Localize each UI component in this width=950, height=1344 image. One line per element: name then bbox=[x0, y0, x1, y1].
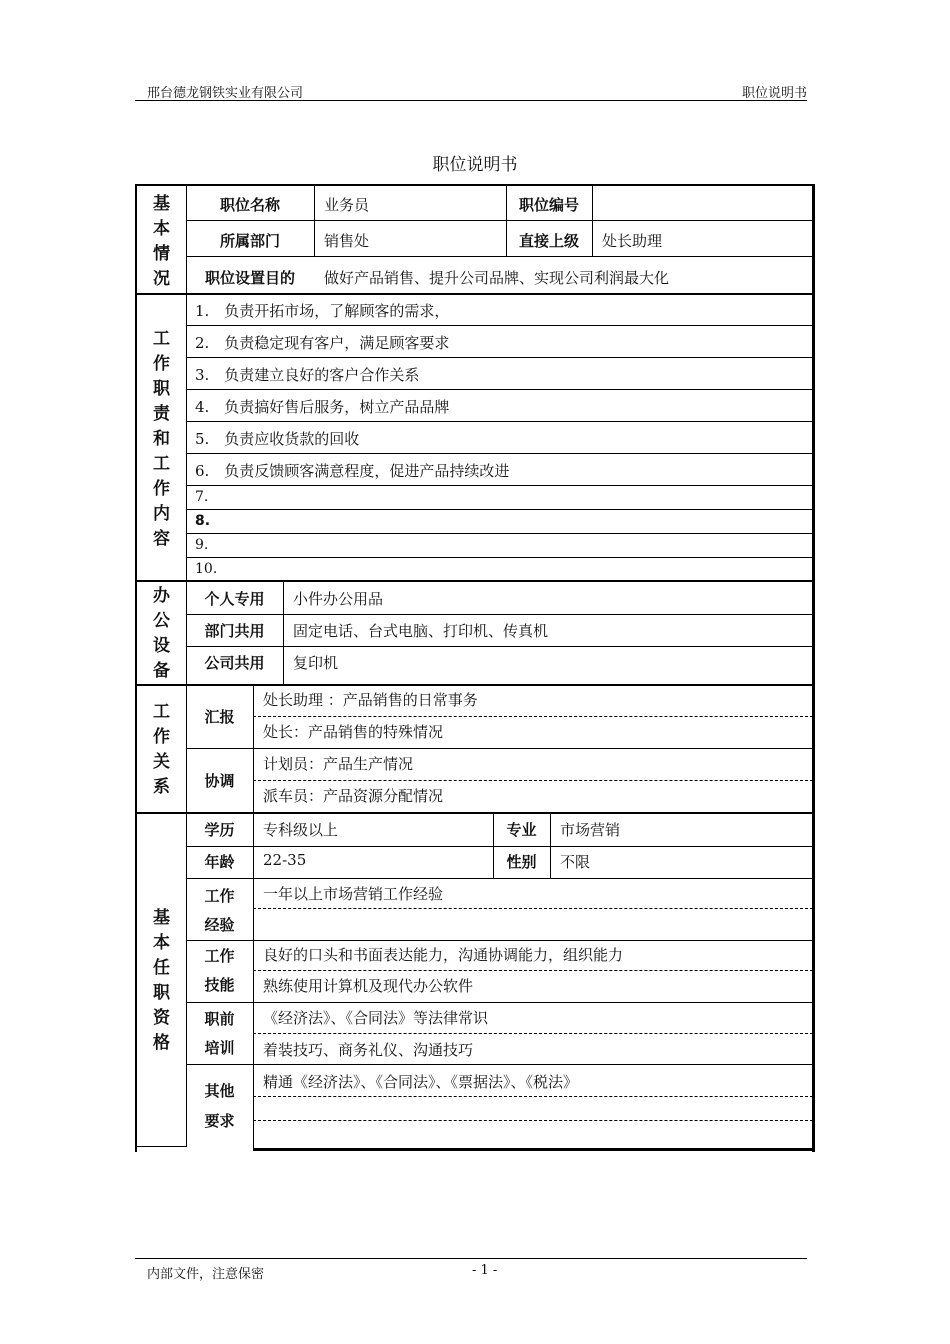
duty-item: 7. bbox=[195, 489, 209, 505]
training-line: 《经济法》、《合同法》等法律常识 bbox=[263, 1009, 489, 1027]
duty-item: 2. 负责稳定现有客户，满足顾客要求 bbox=[195, 334, 450, 352]
age-label: 年龄 bbox=[204, 853, 235, 871]
page-title: 职位说明书 bbox=[432, 155, 518, 175]
duty-item: 3. 负责建立良好的客户合作关系 bbox=[195, 366, 420, 384]
report-label: 汇报 bbox=[204, 708, 235, 726]
purpose-label: 职位设置目的 bbox=[204, 269, 295, 287]
skills-line: 良好的口头和书面表达能力，沟通协调能力，组织能力 bbox=[263, 946, 624, 964]
company-equipment-label: 公司共用 bbox=[204, 654, 265, 672]
age-value: 22-35 bbox=[263, 851, 307, 869]
footer-note: 内部文件，注意保密 bbox=[147, 1267, 265, 1282]
company-equipment-value: 复印机 bbox=[293, 654, 339, 672]
duty-item: 9. bbox=[195, 537, 209, 553]
duty-item: 4. 负责搞好售后服务，树立产品品牌 bbox=[195, 398, 450, 416]
position-name-value: 业务员 bbox=[324, 196, 370, 214]
coordinate-line: 派车员：产品资源分配情况 bbox=[263, 787, 444, 805]
duties-table bbox=[135, 295, 815, 582]
company-name: 邢台德龙钢铁实业有限公司 bbox=[147, 86, 304, 101]
personal-equipment-value: 小件办公用品 bbox=[293, 590, 384, 608]
gender-label: 性别 bbox=[506, 853, 537, 871]
equipment-section-label: 办 公 设 备 bbox=[153, 586, 170, 681]
position-name-label: 职位名称 bbox=[219, 196, 280, 214]
relations-section-label: 工 作 关 系 bbox=[153, 702, 170, 797]
training-line: 着装技巧、商务礼仪、沟通技巧 bbox=[263, 1041, 474, 1059]
footer-rule bbox=[135, 1258, 807, 1259]
department-equipment-label: 部门共用 bbox=[204, 622, 265, 640]
supervisor-label: 直接上级 bbox=[518, 232, 579, 250]
experience-line: 一年以上市场营销工作经验 bbox=[263, 885, 444, 903]
department-equipment-value: 固定电话、台式电脑、打印机、传真机 bbox=[293, 622, 549, 640]
position-code-label: 职位编号 bbox=[518, 196, 579, 214]
qualifications-section-label: 基 本 任 职 资 格 bbox=[153, 908, 170, 1053]
duty-item: 8. bbox=[195, 513, 211, 529]
department-value: 销售处 bbox=[324, 232, 370, 250]
department-label: 所属部门 bbox=[219, 232, 280, 250]
duty-item: 1. 负责开拓市场，了解顾客的需求， bbox=[195, 302, 450, 320]
page-number: - 1 - bbox=[472, 1263, 498, 1278]
equipment-table bbox=[135, 582, 815, 686]
duty-item: 5. 负责应收货款的回收 bbox=[195, 430, 360, 448]
education-label: 学历 bbox=[204, 821, 235, 839]
major-value: 市场营销 bbox=[560, 821, 621, 839]
major-label: 专业 bbox=[506, 821, 537, 839]
skills-line: 熟练使用计算机及现代办公软件 bbox=[263, 977, 474, 995]
purpose-value: 做好产品销售、提升公司品牌、实现公司利润最大化 bbox=[324, 269, 670, 287]
qualifications-table bbox=[135, 814, 815, 1152]
education-value: 专科级以上 bbox=[263, 821, 339, 839]
experience-label: 工作 经验 bbox=[204, 887, 235, 934]
duty-item: 6. 负责反馈顾客满意程度，促进产品持续改进 bbox=[195, 462, 510, 480]
header-doc-type: 职位说明书 bbox=[741, 86, 807, 101]
relations-table bbox=[135, 686, 815, 814]
duty-item: 10. bbox=[195, 561, 218, 577]
report-line: 处长：产品销售的特殊情况 bbox=[263, 723, 444, 741]
supervisor-value: 处长助理 bbox=[602, 232, 663, 250]
coordinate-line: 计划员：产品生产情况 bbox=[263, 755, 414, 773]
personal-equipment-label: 个人专用 bbox=[204, 590, 265, 608]
training-label: 职前 培训 bbox=[204, 1010, 235, 1057]
basic-info-table bbox=[135, 184, 815, 295]
skills-label: 工作 技能 bbox=[204, 947, 235, 994]
gender-value: 不限 bbox=[560, 853, 591, 871]
basic-section-label: 基 本 情 况 bbox=[153, 194, 170, 289]
duties-section-label: 工 作 职 责 和 工 作 内 容 bbox=[153, 329, 170, 549]
coordinate-label: 协调 bbox=[204, 772, 235, 790]
other-requirements-label: 其他 要求 bbox=[204, 1082, 235, 1130]
page-header bbox=[135, 80, 807, 101]
report-line: 处长助理 ：产品销售的日常事务 bbox=[263, 691, 478, 709]
other-requirements-line: 精通《经济法》、《合同法》、《票据法》、《税法》 bbox=[263, 1073, 579, 1091]
